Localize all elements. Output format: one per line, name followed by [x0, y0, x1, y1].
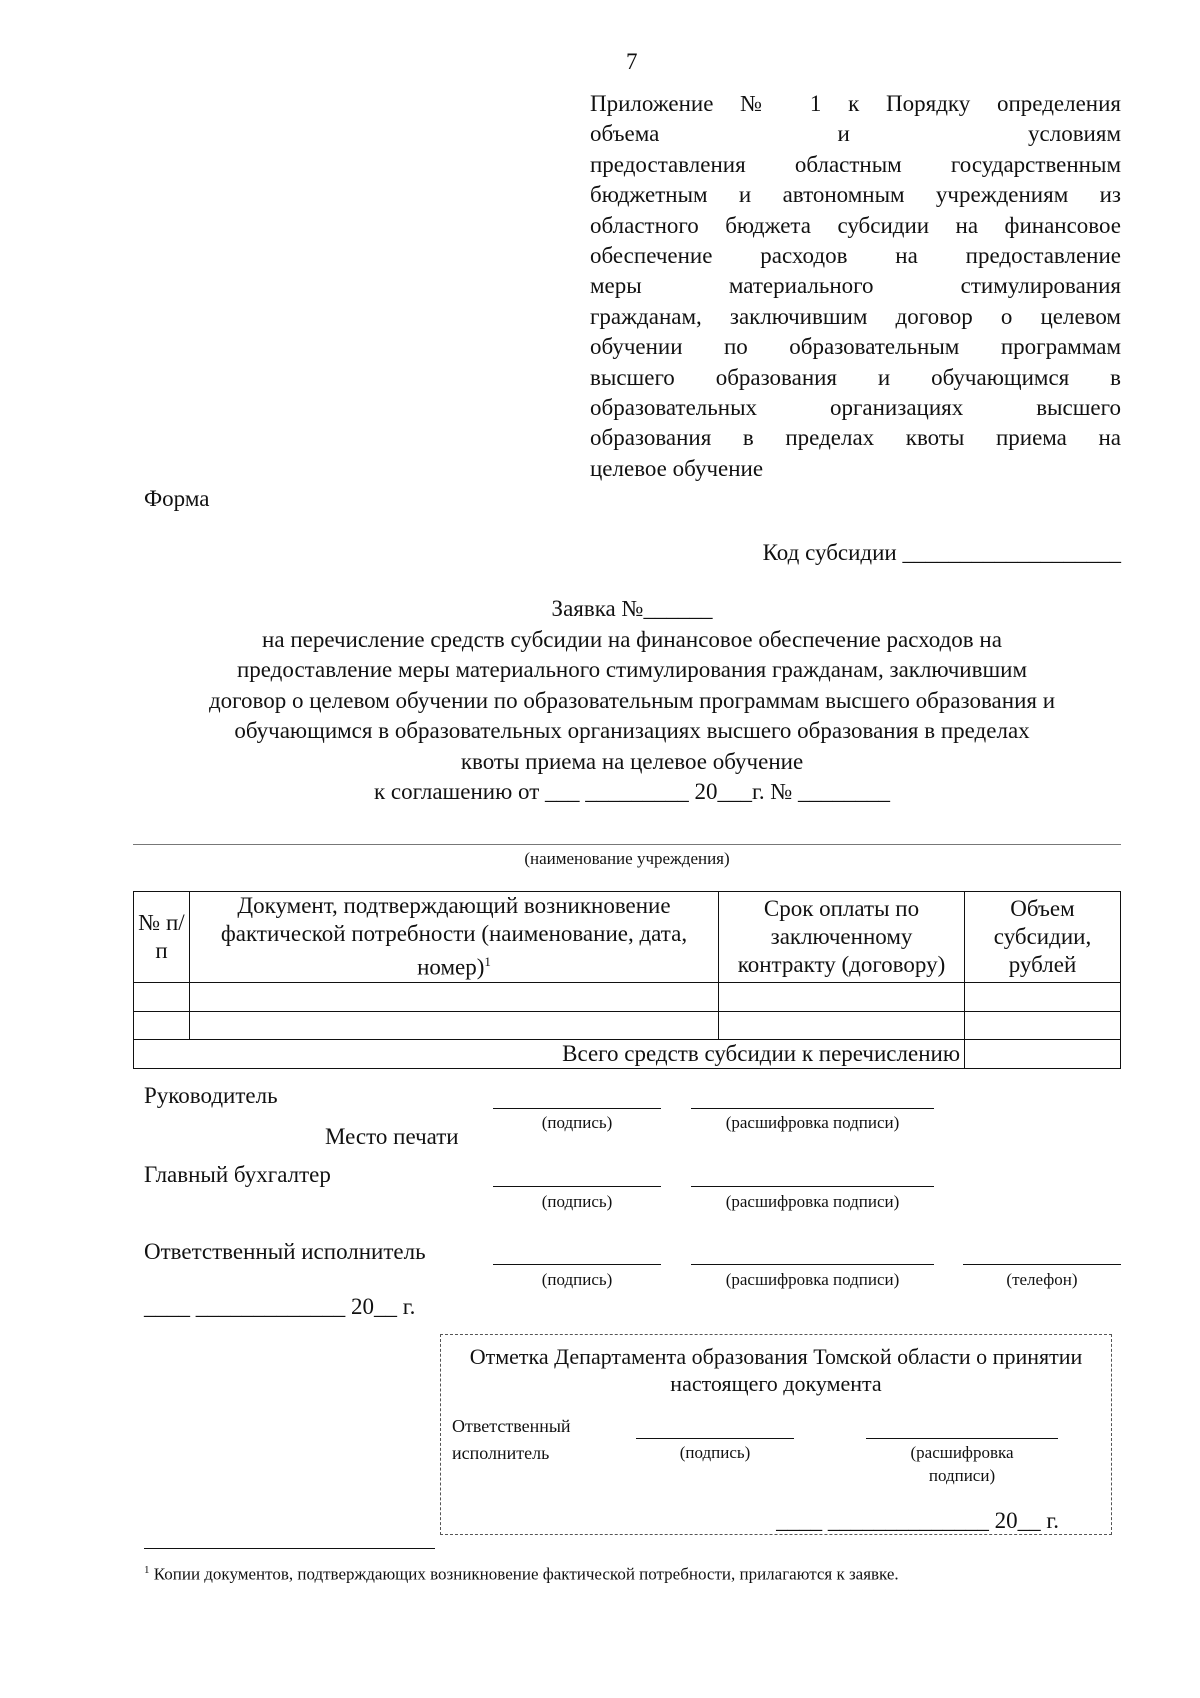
cell	[719, 982, 965, 1011]
appendix-line: гражданам, заключившим договор о целевом	[590, 303, 1121, 329]
signature-caption: (подпись)	[679, 1443, 751, 1462]
appendix-line: образования в пределах квоты приема на	[590, 425, 1121, 451]
appendix-line: высшего образования и обучающимся в	[590, 364, 1121, 390]
phone-caption: (телефон)	[1006, 1270, 1078, 1289]
accountant-label: Главный бухгалтер	[144, 1162, 331, 1187]
appendix-line: Приложение № 1 к Порядку определения	[590, 91, 1121, 116]
request-table	[133, 891, 1121, 1069]
cell	[134, 1011, 190, 1039]
header-document-text: Документ, подтверждающий возникновение фактической потребности (наименование, дата, номер)	[220, 893, 688, 980]
executor-label-1: Ответственный	[452, 1416, 571, 1436]
header-number: № п/п	[134, 892, 190, 983]
footnote-mark: 1	[144, 1564, 150, 1576]
decoding-caption: (расшифровка подписи)	[725, 1192, 900, 1211]
signature-line	[493, 1264, 661, 1265]
signature-line	[493, 1186, 661, 1187]
appendix-line: меры материального стимулирования	[590, 273, 1121, 299]
decoding-caption: подписи)	[928, 1466, 996, 1485]
department-mark-box	[440, 1334, 1112, 1535]
table-row	[134, 1011, 1121, 1039]
appendix-line: областного бюджета субсидии на финансовое	[590, 212, 1121, 238]
signature-line	[493, 1108, 661, 1109]
cell	[719, 1011, 965, 1039]
appendix-line: образовательных организациях высшего	[590, 394, 1121, 420]
decoding-caption: (расшифровка	[910, 1443, 1014, 1462]
page-number: 7	[626, 49, 638, 74]
title-line: обучающимся в образовательных организациях высшего образования в пределах	[234, 718, 1030, 743]
cell	[190, 1011, 719, 1039]
institution-caption: (наименование учреждения)	[524, 849, 730, 868]
date-line: ____ _____________ 20__ г.	[144, 1294, 416, 1319]
total-label: Всего средств субсидии к перечислению	[134, 1039, 965, 1068]
table-row	[134, 982, 1121, 1011]
header-document	[190, 892, 719, 983]
executor-label: Ответственный исполнитель	[144, 1239, 426, 1264]
title-line: договор о целевом обучении по образовательным программам высшего образования и	[208, 687, 1056, 713]
appendix-line: бюджетным и автономным учреждениям из	[590, 182, 1121, 208]
cell	[965, 982, 1121, 1011]
appendix-line: целевое обучение	[590, 455, 764, 481]
footnote	[144, 1565, 899, 1583]
appendix-line: обеспечение расходов на предоставление	[590, 242, 1121, 268]
title-line: квоты приема на целевое обучение	[460, 748, 804, 774]
cell	[965, 1011, 1121, 1039]
subsidy-code: Код субсидии ___________________	[762, 540, 1121, 565]
signature-caption: (подпись)	[541, 1113, 613, 1132]
decoding-caption: (расшифровка подписи)	[725, 1113, 900, 1132]
footnote-mark: 1	[484, 954, 491, 969]
appendix-header	[590, 92, 1121, 487]
agreement-line: к соглашению от ___ _________ 20___г. № ________	[373, 779, 891, 804]
form-label: Форма	[144, 486, 210, 511]
institution-line	[133, 844, 1121, 845]
department-mark-title: Отметка Департамента образования Томской области о принятии настоящего документа	[469, 1344, 1083, 1396]
decoding-line	[691, 1108, 934, 1109]
title-line: на перечисление средств субсидии на финансовое обеспечение расходов на	[262, 626, 1002, 652]
cell	[190, 982, 719, 1011]
decoding-line	[691, 1264, 934, 1265]
signature-caption: (подпись)	[541, 1192, 613, 1211]
footnote-rule	[144, 1548, 435, 1549]
seal-label: Место печати	[325, 1124, 459, 1149]
phone-line	[963, 1264, 1121, 1265]
request-title	[100, 594, 1164, 808]
appendix-line: обучении по образовательным программам	[590, 334, 1121, 360]
department-date: ____ ______________ 20__ г.	[776, 1508, 1059, 1533]
title-line: предоставление меры материального стимулирования гражданам, заключившим	[236, 657, 1028, 682]
footnote-text: Копии документов, подтверждающих возникновение фактической потребности, прилагаются к заявке.	[149, 1564, 899, 1584]
decoding-line	[866, 1438, 1058, 1439]
request-number: Заявка №______	[551, 596, 713, 621]
header-payment-term: Срок оплаты по заключенному контракту (договору)	[719, 892, 965, 983]
total-value	[965, 1039, 1121, 1068]
executor-label-2: исполнитель	[452, 1443, 550, 1463]
decoding-line	[691, 1186, 934, 1187]
total-row	[134, 1039, 1121, 1068]
head-label: Руководитель	[144, 1083, 278, 1108]
signature-line	[636, 1438, 794, 1439]
appendix-line: предоставления областным государственным	[590, 151, 1121, 177]
cell	[134, 982, 190, 1011]
appendix-line: объема и условиям	[590, 121, 1121, 147]
signature-caption: (подпись)	[541, 1270, 613, 1289]
decoding-caption: (расшифровка подписи)	[725, 1270, 900, 1289]
header-volume: Объем субсидии, рублей	[965, 892, 1121, 983]
